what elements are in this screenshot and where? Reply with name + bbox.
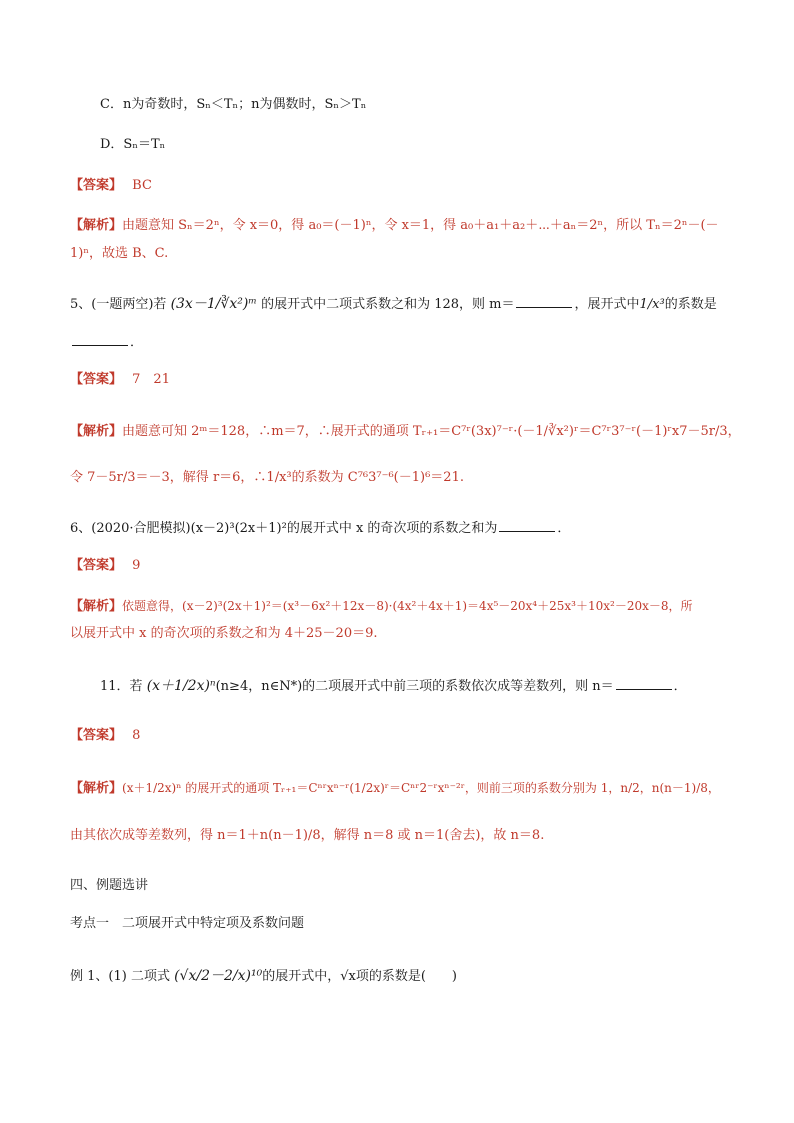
q11-end: ． — [673, 679, 687, 694]
q5-blank-1[interactable] — [516, 294, 572, 308]
q11-answer: 8 — [132, 728, 141, 743]
analysis-tag: 【解析】 — [70, 424, 123, 439]
q4-analysis-line1 — [70, 216, 719, 236]
analysis-tag: 【解析】 — [70, 599, 123, 614]
q5-answer-row — [70, 370, 170, 390]
q6-answer: 9 — [132, 558, 141, 573]
ex1-expression: (√x/2－2/x)¹⁰ — [174, 968, 263, 984]
q5-prefix: 5、(一题两空)若 — [70, 297, 167, 312]
q5-expression: (3x－1/∛x²)ᵐ — [170, 296, 257, 312]
q5-after-blank: ，展开式中 — [574, 297, 640, 312]
q11-mid: (n≥4，n∈N*)的二项展开式中前三项的系数依次成等差数列，则 n＝ — [215, 679, 614, 694]
q5-question — [70, 294, 717, 315]
q4-answer: BC — [132, 178, 152, 193]
example-1 — [70, 966, 457, 987]
q5-blank-2[interactable] — [72, 332, 128, 346]
analysis-tag: 【解析】 — [70, 781, 123, 796]
analysis-tag: 【解析】 — [70, 218, 123, 233]
q11-blank[interactable] — [616, 676, 672, 690]
option-d: D．Sₙ＝Tₙ — [100, 137, 166, 152]
q11-expression: (x＋1/2x)ⁿ — [146, 678, 216, 694]
q5-end: ． — [130, 335, 144, 350]
kaodian-heading: 考点一 二项展开式中特定项及系数问题 — [70, 916, 305, 931]
q6-question — [70, 518, 570, 539]
q5-mid: 的展开式中二项式系数之和为 128，则 m＝ — [261, 297, 515, 312]
q11-prefix: 11．若 — [100, 679, 143, 694]
answer-tag: 【答案】 — [70, 178, 123, 193]
q11-analysis-line2: 由其依次成等差数列，得 n＝1＋n(n－1)/8，解得 n＝8 或 n＝1(舍去)，故 n＝8. — [70, 828, 545, 843]
q4-answer-row — [70, 176, 152, 196]
q6-end: ． — [557, 521, 571, 536]
q6-text: 6、(2020·合肥模拟)(x－2)³(2x＋1)²的展开式中 x 的奇次项的系数之和为 — [70, 521, 498, 536]
q5-analysis-line1 — [70, 422, 741, 442]
q6-answer-row — [70, 556, 140, 576]
q11-analysis-line1 — [70, 778, 720, 799]
answer-tag: 【答案】 — [70, 728, 123, 743]
q5-question-line2 — [70, 332, 143, 353]
q6-blank[interactable] — [499, 518, 555, 532]
q11-analysis-text1: (x＋1/2x)ⁿ 的展开式的通项 Tᵣ₊₁＝Cⁿʳxⁿ⁻ʳ(1/2x)ʳ＝Cⁿʳ2⁻ʳxⁿ⁻²ʳ，则前三项的系数分别为 1，n/2，n(n－1)/8， — [122, 781, 720, 795]
q5-suffix: 的系数是 — [664, 297, 717, 312]
q4-analysis-line2: 1)ⁿ，故选 B、C. — [70, 246, 169, 261]
q5-answer: 7 21 — [132, 372, 170, 387]
ex1-suffix: 的展开式中，√x项的系数是( ) — [262, 969, 457, 984]
q5-fraction: 1/x³ — [639, 297, 665, 312]
q6-analysis-line1 — [70, 596, 693, 617]
option-c: C．n为奇数时，Sₙ＜Tₙ；n为偶数时，Sₙ＞Tₙ — [100, 97, 367, 112]
section-heading: 四、例题选讲 — [70, 878, 149, 893]
q4-analysis-text1: 由题意知 Sₙ＝2ⁿ，令 x＝0，得 a₀＝(－1)ⁿ，令 x＝1，得 a₀＋a₁＋a₂＋⋯＋aₙ＝2ⁿ，所以 Tₙ＝2ⁿ－(－ — [122, 218, 719, 233]
q11-question — [100, 676, 687, 697]
answer-tag: 【答案】 — [70, 558, 123, 573]
q11-answer-row — [70, 726, 140, 746]
ex1-prefix: 例 1、(1) 二项式 — [70, 969, 170, 984]
q5-analysis-text1: 由题意可知 2ᵐ＝128，∴m＝7，∴展开式的通项 Tᵣ₊₁＝C⁷ʳ(3x)⁷⁻ʳ·(－1/∛x²)ʳ＝C⁷ʳ3⁷⁻ʳ(－1)ʳx7－5r/3， — [122, 424, 741, 439]
q6-analysis-line2: 以展开式中 x 的奇次项的系数之和为 4＋25－20＝9. — [70, 626, 378, 641]
q6-analysis-text1: 依题意得，(x－2)³(2x＋1)²＝(x³－6x²＋12x－8)·(4x²＋4x＋1)＝4x⁵－20x⁴＋25x³＋10x²－20x－8，所 — [122, 599, 693, 613]
answer-tag: 【答案】 — [70, 372, 123, 387]
q5-analysis-line2: 令 7－5r/3＝－3，解得 r＝6，∴1/x³的系数为 C⁷⁶3⁷⁻⁶(－1)⁶＝21. — [70, 470, 464, 485]
